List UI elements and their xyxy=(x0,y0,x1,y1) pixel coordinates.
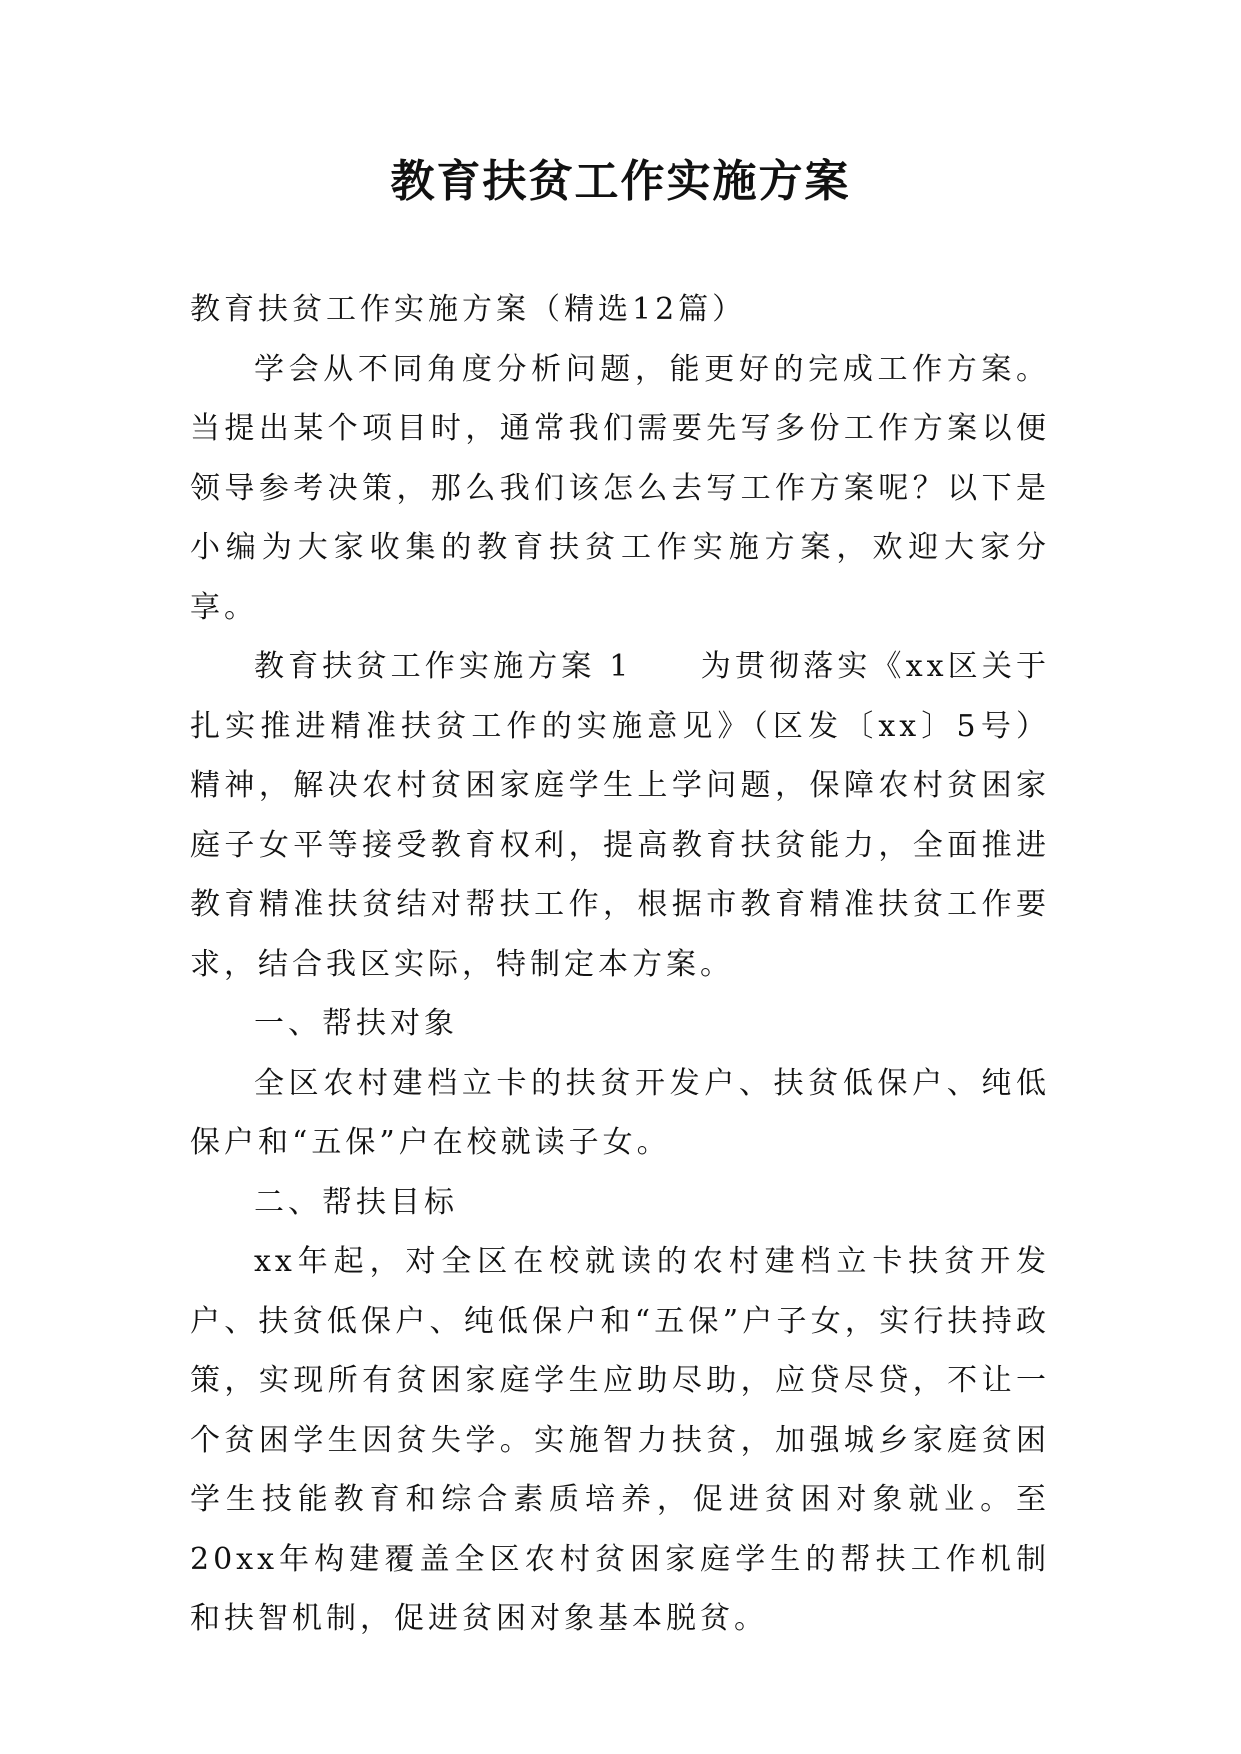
document-body xyxy=(190,280,1050,1649)
document-title: 教育扶贫工作实施方案 xyxy=(390,156,851,207)
plan-one-paragraph: 教育扶贫工作实施方案 1 为贯彻落实《xx区关于扎实推进精准扶贫工作的实施意见》（区发〔xx〕5号）精神，解决农村贫困家庭学生上学问题，保障农村贫困家庭子女平等接受教育权利，提高教育扶贫能力，全面推进教育精准扶贫结对帮扶工作，根据市教育精准扶贫工作要求，结合我区实际，特制定本方案。 xyxy=(190,649,1050,982)
intro-paragraph: 学会从不同角度分析问题，能更好的完成工作方案。当提出某个项目时，通常我们需要先写多份工作方案以便领导参考决策，那么我们该怎么去写工作方案呢？以下是小编为大家收集的教育扶贫工作实施方案，欢迎大家分享。 xyxy=(190,351,1050,625)
section-heading-goals: 二、帮扶目标 xyxy=(254,1184,458,1220)
goals-paragraph: xx年起，对全区在校就读的农村建档立卡扶贫开发户、扶贫低保户、纯低保户和“五保”户子女，实行扶持政策，实现所有贫困家庭学生应助尽助，应贷尽贷，不让一个贫困学生因贫失学。实施智力扶贫，加强城乡家庭贫困学生技能教育和综合素质培养，促进贫困对象就业。至20xx年构建覆盖全区农村贫困家庭学生的帮扶工作机制和扶智机制，促进贫困对象基本脱贫。 xyxy=(190,1244,1050,1636)
targets-paragraph: 全区农村建档立卡的扶贫开发户、扶贫低保户、纯低保户和“五保”户在校就读子女。 xyxy=(190,1065,1050,1160)
section-heading-targets: 一、帮扶对象 xyxy=(254,1006,458,1041)
subtitle-line: 教育扶贫工作实施方案（精选12篇） xyxy=(190,292,747,327)
